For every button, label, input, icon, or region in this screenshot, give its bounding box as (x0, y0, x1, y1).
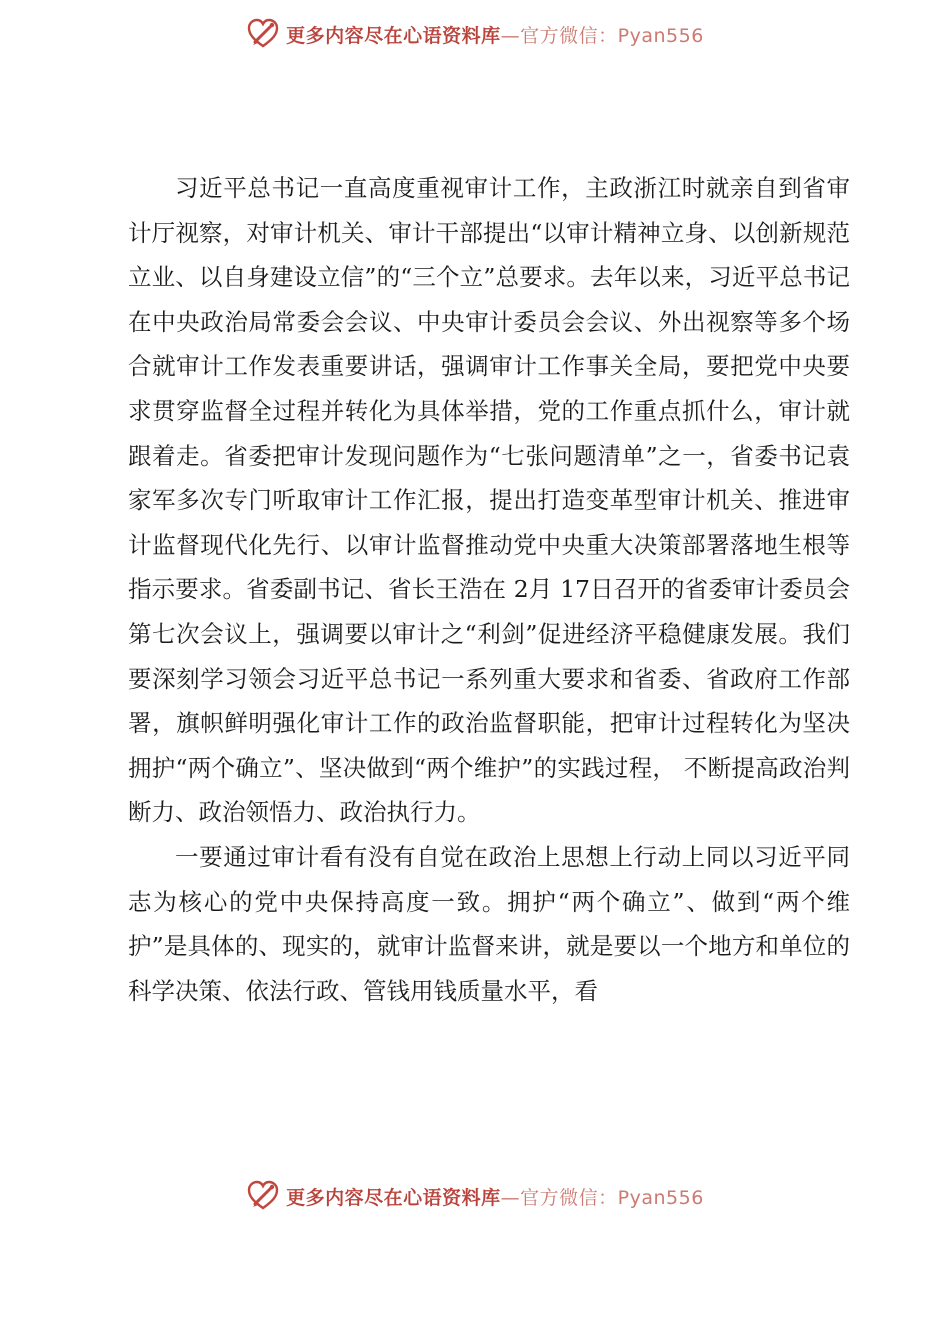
paragraph: 一要通过审计看有没有自觉在政治上思想上行动上同以习近平同志为核心的党中央保持高度一致。拥护“两个确立”、做到“两个维护”是具体的、现实的，就审计监督来讲，就是要以一个地方和单位的科学决策、依法行政、管钱用钱质量水平，看 (128, 842, 850, 1005)
heart-pen-logo-icon (246, 1179, 280, 1213)
header-contact: —官方微信：Pyan556 (500, 24, 704, 47)
paragraph: 习近平总书记一直高度重视审计工作，主政浙江时就亲自到省审计厅视察，对审计机关、审计干部提出“以审计精神立身、以创新规范立业、以自身建设立信”的“三个立”总要求。去年以来，习近平总书记在中央政治局常委会会议、中央审计委员会会议、外出视察等多个场合就审计工作发表重要讲话，强调审计工作事关全局，要把党中央要求贯穿监督全过程并转化为具体举措，党的工作重点抓什么，审计就跟着走。省委把审计发现问题作为“七张问题清单”之一，省委书记袁家军多次专门听取审计工作汇报，提出打造变革型审计机关、推进审计监督现代化先行、以审计监督推动党中央重大决策部署落地生根等指示要求。省委副书记、省长王浩在 2月 17日召开的省委审计委员会第七次会议上，强调要以审计之“利剑”促进经济平稳健康发展。我们要深刻学习领会习近平总书记一系列重大要求和省委、省政府工作部署，旗帜鲜明强化审计工作的政治监督职能，把审计过程转化为坚决拥护“两个确立”、坚决做到“两个维护”的实践过程， 不断提高政治判断力、政治领悟力、政治执行力。 (128, 174, 850, 827)
heart-pen-logo-icon (246, 17, 280, 51)
header-watermark-text (286, 21, 704, 48)
header-slogan: 更多内容尽在心语资料库 (286, 24, 501, 47)
footer-watermark-text (286, 1183, 704, 1210)
document-body (128, 166, 850, 1013)
footer-contact: —官方微信：Pyan556 (500, 1186, 704, 1209)
footer-watermark (0, 1176, 950, 1216)
header-watermark (0, 14, 950, 54)
footer-slogan: 更多内容尽在心语资料库 (286, 1186, 501, 1209)
